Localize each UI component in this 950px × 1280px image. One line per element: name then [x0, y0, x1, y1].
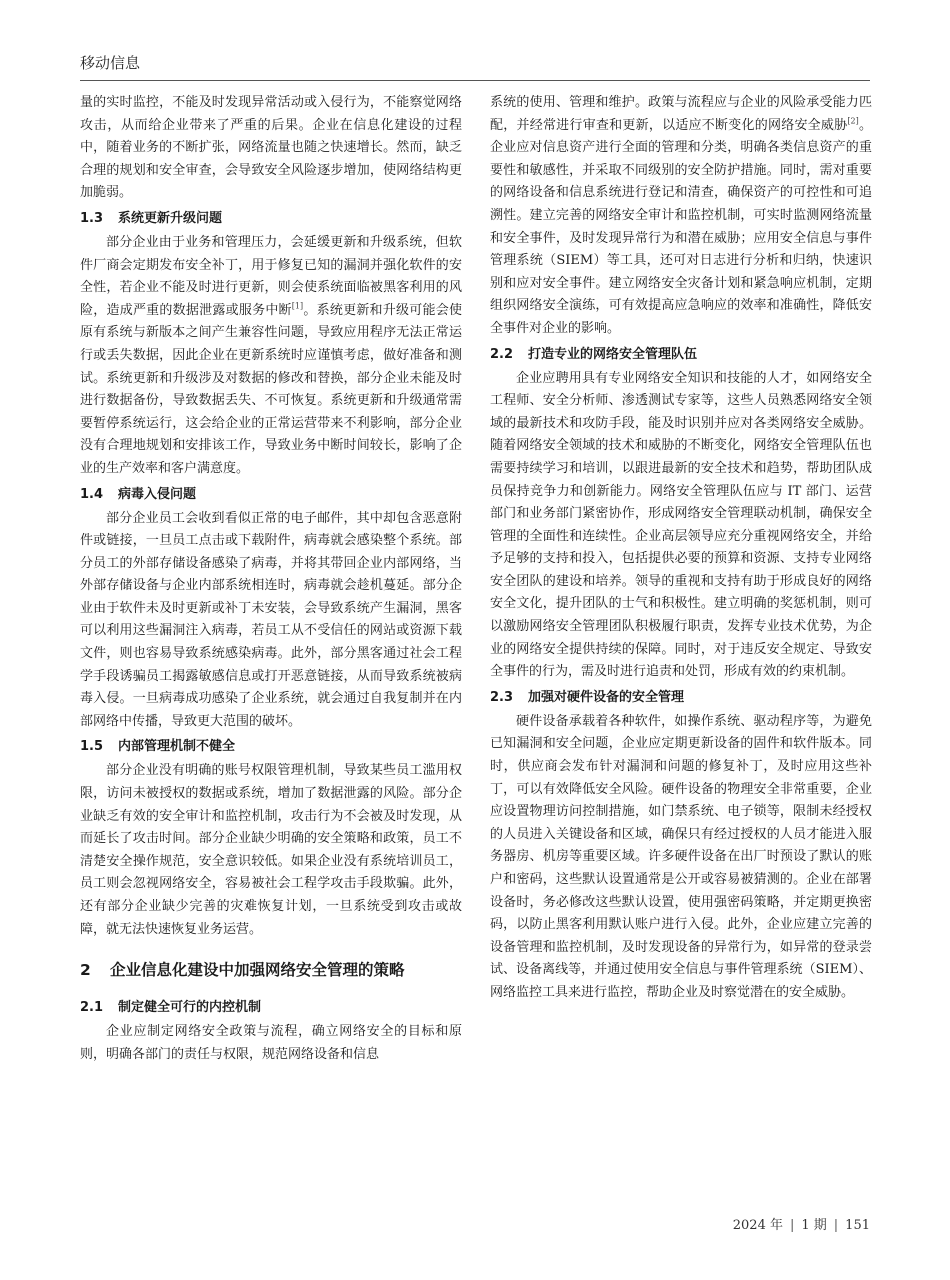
- section-title: 打造专业的网络安全管理队伍: [528, 346, 698, 362]
- paragraph-2-3: 硬件设备承载着各种软件，如操作系统、驱动程序等，为避免已知漏洞和安全问题，企业应定期更新设备的固件和软件版本。同时，供应商会发布针对漏洞和问题的修复补丁，及时应用这些补丁，可以有效降低安全风险。硬件设备的物理安全非常重要，企业应设置物理访问控制措施，如门禁系统、电子锁等，限制未经授权的人员进入关键设备和区域，确保只有经过授权的人员才能进入服务器房、机房等重要区域。许多硬件设备在出厂时预设了默认的账户和密码，这些默认设置通常是公开或容易被猜测的。企业在部署设备时，务必修改这些默认设置，使用强密码策略，并定期更换密码，以防止黑客利用默认账户进行入侵。此外，企业应建立完善的设备管理和监控机制，及时发现设备的异常行为，如异常的登录尝试、设备离线等，并通过使用安全信息与事件管理系统（SIEM）、网络监控工具来进行监控，帮助企业及时察觉潜在的安全威胁。: [490, 713, 872, 1000]
- chapter-title: 企业信息化建设中加强网络安全管理的策略: [110, 961, 405, 980]
- page-number: 151: [845, 1218, 870, 1233]
- chapter-heading-2: [80, 958, 462, 982]
- page-footer: [733, 1214, 870, 1233]
- section-heading-1-4: [80, 484, 462, 506]
- footer-issue: 1 期: [801, 1218, 827, 1233]
- citation-ref[interactable]: [2]: [847, 116, 859, 126]
- citation-ref[interactable]: [1]: [291, 301, 304, 311]
- section-heading-1-5: [80, 736, 462, 758]
- section-title: 病毒入侵问题: [118, 486, 197, 502]
- paragraph-2-2: 企业应聘用具有专业网络安全知识和技能的人才，如网络安全工程师、安全分析师、渗透测试专家等，这些人员熟悉网络安全领域的最新技术和攻防手段，能及时识别并应对各类网络安全威胁。随着网络安全领域的技术和威胁的不断变化，网络安全管理队伍也需要持续学习和培训，以跟进最新的安全技术和趋势，帮助团队成员保持竞争力和创新能力。网络安全管理队伍应与 IT 部门、运营部门和业务部门紧密协作，形成网络安全管理联动机制，确保安全管理的全面性和连续性。企业高层领导应充分重视网络安全，并给予足够的支持和投入，包括提供必要的预算和资源、支持专业网络安全团队的建设和培养。领导的重视和支持有助于形成良好的网络安全文化，提升团队的士气和积极性。建立明确的奖惩机制，则可以激励网络安全管理团队积极履行职责，发挥专业技术优势，为企业的网络安全提供持续的保障。同时，对于违反安全规定、导致安全事件的行为，需及时进行追责和处罚，形成有效的约束机制。: [490, 370, 872, 680]
- paragraph-1-4: 部分企业员工会收到看似正常的电子邮件，其中却包含恶意附件或链接，一旦员工点击或下载附件，病毒就会感染整个系统。部分员工的外部存储设备感染了病毒，并将其带回企业内部网络，当外部存储设备与企业内部系统相连时，病毒就会趁机蔓延。部分企业由于软件未及时更新或补丁未安装，会导致系统产生漏洞，黑客可以利用这些漏洞注入病毒，若员工从不受信任的网站或资源下载文件，则也容易导致系统感染病毒。此外，部分黑客通过社会工程学手段诱骗员工揭露敏感信息或打开恶意链接，从而导致系统被病毒入侵。一旦病毒成功感染了企业系统，就会通过自我复制并在内部网络中传播，导致更大范围的破坏。: [80, 510, 462, 729]
- paragraph-1-3: [80, 232, 462, 481]
- section-title: 加强对硬件设备的安全管理: [528, 689, 685, 705]
- section-heading-2-3: [490, 687, 872, 709]
- section-title: 内部管理机制不健全: [118, 739, 236, 755]
- section-number: 2.2: [490, 346, 514, 362]
- section-number: 2.3: [490, 689, 514, 705]
- section-heading-1-3: [80, 208, 462, 230]
- paragraph-text: 系统的使用、管理和维护。政策与流程应与企业的风险承受能力匹配，并经常进行审查和更新，以适应不断变化的网络安全威胁: [490, 95, 872, 133]
- footer-year: 2024 年: [732, 1218, 783, 1233]
- paragraph-2-1: 企业应制定网络安全政策与流程，确立网络安全的目标和原则，明确各部门的责任与权限，规范网络设备和信息: [80, 1024, 462, 1062]
- section-heading-2-2: [490, 344, 872, 366]
- footer-separator: |: [833, 1218, 839, 1233]
- paragraph-text: 。企业应对信息资产进行全面的管理和分类，明确各类信息资产的重要性和敏感性，并采取不同级别的安全防护措施。同时，需对重要的网络设备和信息系统进行登记和清查，确保资产的可控性和可追溯性。建立完善的网络安全审计和监控机制，可实时监测网络流量和安全事件，及时发现异常行为和潜在威胁；应用安全信息与事件管理系统（SIEM）等工具，还可对日志进行分析和归纳，快速识别和应对安全事件。建立网络安全灾备计划和紧急响应机制，定期组织网络安全演练，可有效提高应急响应的效率和准确性，降低安全事件对企业的影响。: [490, 117, 872, 336]
- section-title: 系统更新升级问题: [118, 210, 223, 226]
- section-number: 1.3: [80, 210, 104, 226]
- chapter-number: 2: [80, 961, 91, 980]
- footer-separator: |: [789, 1218, 795, 1233]
- section-title: 制定健全可行的内控机制: [118, 1000, 262, 1016]
- paragraph-text: 。系统更新和升级可能会使原有系统与新版本之间产生兼容性问题，导致应用程序无法正常运行或丢失数据，因此企业在更新系统时应谨慎考虑，做好准备和测试。系统更新和升级涉及对数据的修改和替换，部分企业未能及时进行数据备份，导致数据丢失、不可恢复。系统更新和升级通常需要暂停系统运行，这会给企业的正常运营带来不利影响，部分企业没有合理地规划和安排该工作，导致业务中断时间较长，影响了企业的生产效率和客户满意度。: [80, 302, 462, 476]
- section-number: 2.1: [80, 1000, 104, 1016]
- section-heading-2-1: [80, 997, 462, 1019]
- paragraph-1-5: 部分企业没有明确的账号权限管理机制，导致某些员工滥用权限，访问未被授权的数据或系统，增加了数据泄露的风险。部分企业缺乏有效的安全审计和监控机制，攻击行为不会被及时发现，从而延长了攻击时间。部分企业缺少明确的安全策略和政策，员工不清楚安全操作规范，安全意识较低。如果企业没有系统培训员工，员工则会忽视网络安全，容易被社会工程学攻击手段欺骗。此外，还有部分企业缺少完善的灾难恢复计划，一旦系统受到攻击或故障，就无法快速恢复业务运营。: [80, 763, 462, 937]
- section-number: 1.5: [80, 739, 104, 755]
- journal-name: 移动信息: [80, 54, 141, 72]
- paragraph-continued: [490, 92, 872, 341]
- paragraph-continued: 量的实时监控，不能及时发现异常活动或入侵行为，不能察觉网络攻击，从而给企业带来了严重的后果。企业在信息化建设的过程中，随着业务的不断扩张，网络流量也随之快速增长。然而，缺乏合理的规划和安全审查，会导致安全风险逐步增加，使网络结构更加脆弱。: [80, 95, 462, 201]
- section-number: 1.4: [80, 486, 104, 502]
- left-column: [80, 92, 462, 1066]
- paragraph-text: 部分企业由于业务和管理压力，会延缓更新和升级系统，但软件厂商会定期发布安全补丁，用于修复已知的漏洞并强化软件的安全性，若企业不能及时进行更新，则会使系统面临被黑客利用的风险，造成严重的数据泄露或服务中断: [80, 234, 462, 318]
- header-divider: [80, 80, 870, 81]
- right-column: [490, 92, 872, 1005]
